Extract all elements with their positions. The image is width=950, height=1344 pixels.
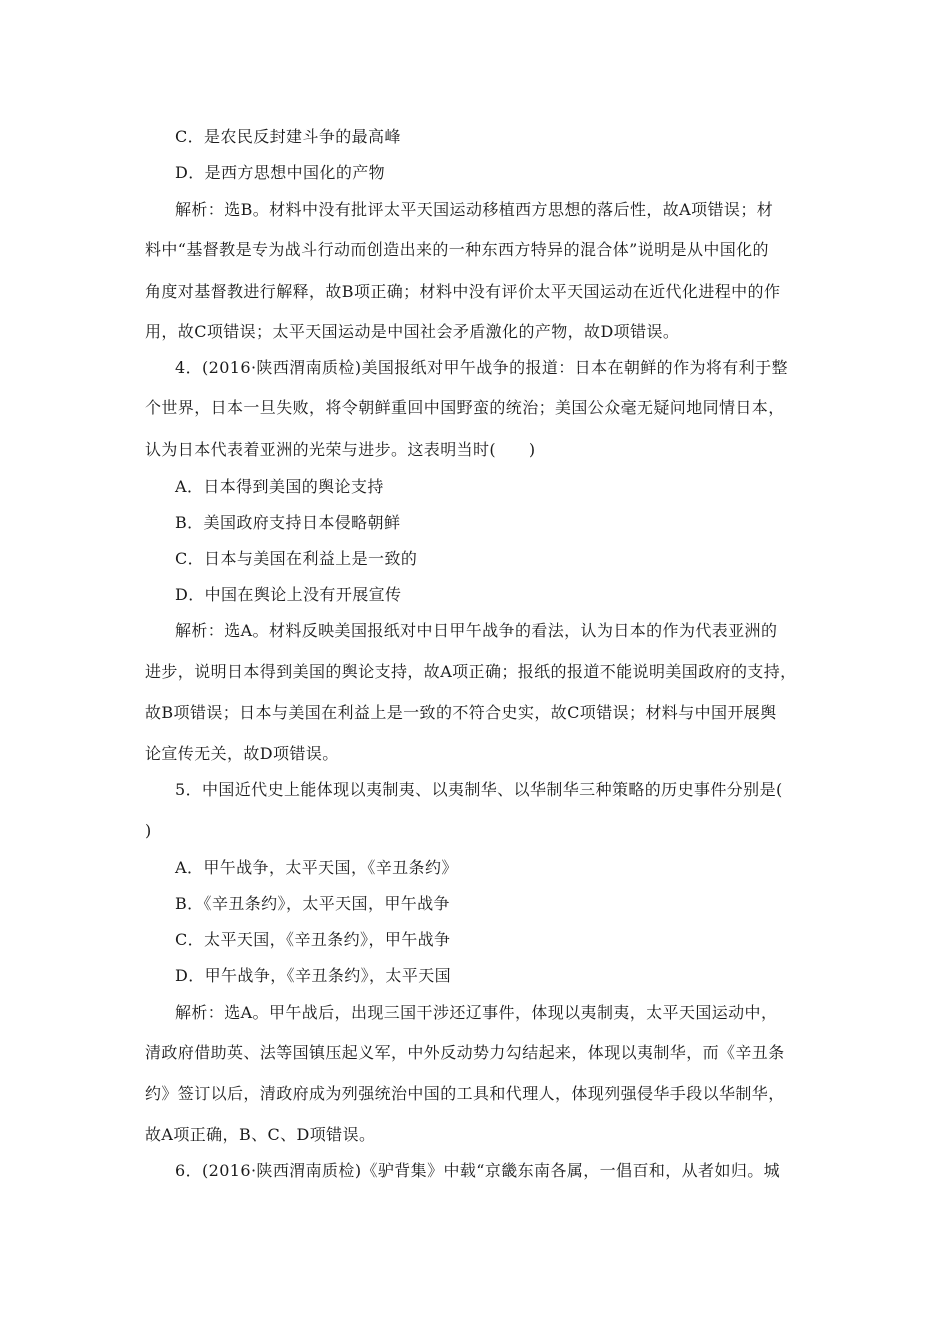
option-b-q5: B．《辛丑条约》，太平天国，甲午战争: [175, 894, 450, 913]
option-a-q4: A．日本得到美国的舆论支持: [175, 477, 384, 496]
analysis-q3-line-1: 解析：选B。材料中没有批评太平天国运动移植西方思想的落后性，故A项错误；材: [175, 200, 774, 219]
analysis-q3-line-2: 料中“基督教是专为战斗行动而创造出来的一种东西方特异的混合体”说明是从中国化的: [145, 240, 769, 259]
option-c-q3: C．是农民反封建斗争的最高峰: [175, 127, 401, 146]
option-d-q3: D．是西方思想中国化的产物: [175, 163, 386, 182]
option-c-q4: C．日本与美国在利益上是一致的: [175, 549, 418, 568]
analysis-q5-line-2: 清政府借助英、法等国镇压起义军，中外反动势力勾结起来，体现以夷制华，而《辛丑条: [145, 1043, 785, 1062]
analysis-q4-line-1: 解析：选A。材料反映美国报纸对中日甲午战争的看法，认为日本的作为代表亚洲的: [175, 621, 778, 640]
question-4-line-1: 4．(2016·陕西渭南质检)美国报纸对甲午战争的报道：日本在朝鲜的作为将有利于整: [175, 358, 788, 377]
question-4-line-3: 认为日本代表着亚洲的光荣与进步。这表明当时( ): [145, 440, 536, 459]
option-a-q5: A．甲午战争，太平天国，《辛丑条约》: [175, 858, 458, 877]
analysis-q3-line-4: 用，故C项错误；太平天国运动是中国社会矛盾激化的产物，故D项错误。: [145, 322, 680, 341]
question-4-line-2: 个世界，日本一旦失败，将令朝鲜重回中国野蛮的统治；美国公众毫无疑问地同情日本，: [145, 398, 785, 417]
option-c-q5: C．太平天国，《辛丑条约》，甲午战争: [175, 930, 451, 949]
analysis-q4-line-2: 进步，说明日本得到美国的舆论支持，故A项正确；报纸的报道不能说明美国政府的支持，: [145, 662, 797, 681]
question-5-line-2: ): [145, 821, 152, 840]
question-5-line-1: 5．中国近代史上能体现以夷制夷、以夷制华、以华制华三种策略的历史事件分别是(: [175, 780, 783, 799]
analysis-q5-line-3: 约》签订以后，清政府成为列强统治中国的工具和代理人，体现列强侵华手段以华制华，: [145, 1084, 785, 1103]
analysis-q5-line-1: 解析：选A。甲午战后，出现三国干涉还辽事件，体现以夷制夷，太平天国运动中，: [175, 1003, 778, 1022]
option-d-q4: D．中国在舆论上没有开展宣传: [175, 585, 402, 604]
analysis-q3-line-3: 角度对基督教进行解释，故B项正确；材料中没有评价太平天国运动在近代化进程中的作: [145, 282, 781, 301]
option-d-q5: D．甲午战争，《辛丑条约》，太平天国: [175, 966, 452, 985]
analysis-q5-line-4: 故A项正确，B、C、D项错误。: [145, 1125, 376, 1144]
option-b-q4: B．美国政府支持日本侵略朝鲜: [175, 513, 401, 532]
analysis-q4-line-4: 论宣传无关，故D项错误。: [145, 744, 339, 763]
question-6-line-1: 6．(2016·陕西渭南质检)《驴背集》中载“京畿东南各属，一倡百和，从者如归。城: [175, 1161, 781, 1180]
analysis-q4-line-3: 故B项错误；日本与美国在利益上是一致的不符合史实，故C项错误；材料与中国开展舆: [145, 703, 777, 722]
